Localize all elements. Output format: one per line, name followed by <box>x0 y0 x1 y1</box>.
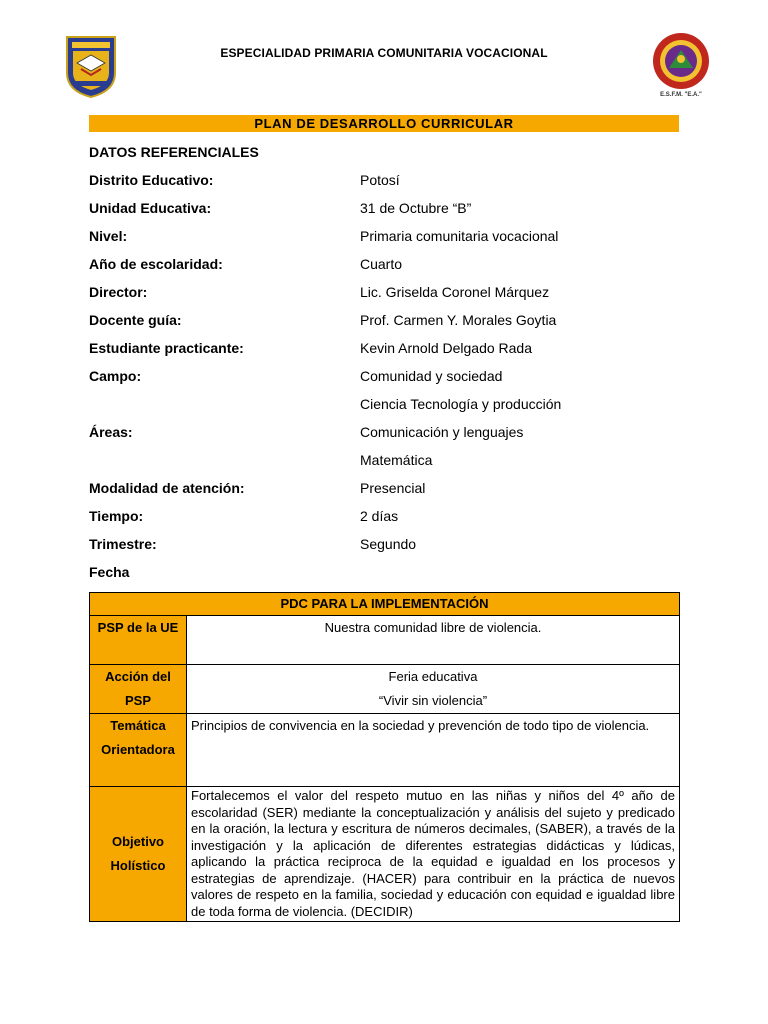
datos-row <box>89 367 689 385</box>
datos-value: Lic. Griselda Coronel Márquez <box>360 284 550 300</box>
datos-label: Unidad Educativa: <box>89 200 212 216</box>
datos-label: Distrito Educativo: <box>89 172 214 188</box>
datos-row <box>89 339 689 357</box>
accion-value-line-1: Feria educativa <box>388 669 478 684</box>
datos-row <box>89 255 689 273</box>
objetivo-label: Objetivo Holístico <box>90 787 187 922</box>
tematica-value: Principios de convivencia en la sociedad y prevención de todo tipo de violencia. <box>187 714 680 787</box>
datos-title: DATOS REFERENCIALES <box>89 144 259 160</box>
objetivo-value: Fortalecemos el valor del respeto mutuo en las niñas y niños del 4º año de escolaridad (SER) mediante la conceptualización y análisis del sujeto y predicado en la oración, la lectura y escritura de números decimales, (SABER), a través de la investigación y la aplicación de diferentes estrategias didácticas y lúdicas, aplicando la práctica reciproca de la equidad e igualdad en los procesos y estrategias de aprendizaje. (HACER) para contribuir en la práctica de nuevos valores de respeto en la familia, sociedad y educación con equidad e igualdad libre de toda forma de violencia. (DECIDIR) <box>187 787 680 922</box>
datos-value: Comunicación y lenguajes <box>360 424 524 440</box>
school-crest-icon <box>63 33 119 99</box>
datos-row <box>89 311 689 329</box>
datos-row <box>89 507 689 525</box>
datos-value: Cuarto <box>360 256 403 272</box>
datos-row <box>89 395 689 413</box>
pdc-title: PDC PARA LA IMPLEMENTACIÓN <box>90 593 680 616</box>
datos-label: Trimestre: <box>89 536 157 552</box>
datos-value: Segundo <box>360 536 417 552</box>
datos-row <box>89 535 689 553</box>
datos-value: Presencial <box>360 480 426 496</box>
datos-value: 2 días <box>360 508 399 524</box>
datos-value: Ciencia Tecnología y producción <box>360 396 562 412</box>
datos-row <box>89 563 689 581</box>
seal-caption: E.S.F.M. "E.A." <box>660 92 702 98</box>
datos-label: Tiempo: <box>89 508 144 524</box>
pdc-table <box>89 592 680 922</box>
datos-label: Fecha <box>89 564 130 580</box>
plan-title: PLAN DE DESARROLLO CURRICULAR <box>89 115 679 132</box>
datos-label: Docente guía: <box>89 312 182 328</box>
datos-label: Estudiante practicante: <box>89 340 244 356</box>
pdc-row-tematica <box>90 714 680 787</box>
pdc-row-objetivo <box>90 787 680 922</box>
datos-value: Potosí <box>360 172 400 188</box>
accion-value <box>187 665 680 714</box>
datos-row <box>89 227 689 245</box>
psp-value: Nuestra comunidad libre de violencia. <box>187 616 680 665</box>
pdc-header-row <box>90 593 680 616</box>
datos-value: Comunidad y sociedad <box>360 368 503 384</box>
datos-label: Campo: <box>89 368 142 384</box>
datos-row <box>89 171 689 189</box>
datos-row <box>89 479 689 497</box>
datos-row <box>89 199 689 217</box>
datos-row <box>89 451 689 469</box>
psp-label: PSP de la UE <box>90 616 187 665</box>
datos-value: Prof. Carmen Y. Morales Goytia <box>360 312 557 328</box>
tematica-label: Temática Orientadora <box>90 714 187 787</box>
datos-value: Matemática <box>360 452 433 468</box>
datos-label: Áreas: <box>89 424 133 440</box>
pdc-row-accion <box>90 665 680 714</box>
datos-value: 31 de Octubre “B” <box>360 200 472 216</box>
institution-seal-icon <box>649 32 713 98</box>
datos-row <box>89 283 689 301</box>
pdc-row-psp <box>90 616 680 665</box>
accion-value-line-2: “Vivir sin violencia” <box>378 693 488 708</box>
datos-label: Año de escolaridad: <box>89 256 223 272</box>
header-title: ESPECIALIDAD PRIMARIA COMUNITARIA VOCACIONAL <box>220 46 548 60</box>
datos-row <box>89 423 689 441</box>
datos-label: Nivel: <box>89 228 128 244</box>
datos-value: Kevin Arnold Delgado Rada <box>360 340 533 356</box>
datos-label: Director: <box>89 284 148 300</box>
accion-label: Acción del PSP <box>90 665 187 714</box>
datos-value: Primaria comunitaria vocacional <box>360 228 559 244</box>
datos-label: Modalidad de atención: <box>89 480 245 496</box>
